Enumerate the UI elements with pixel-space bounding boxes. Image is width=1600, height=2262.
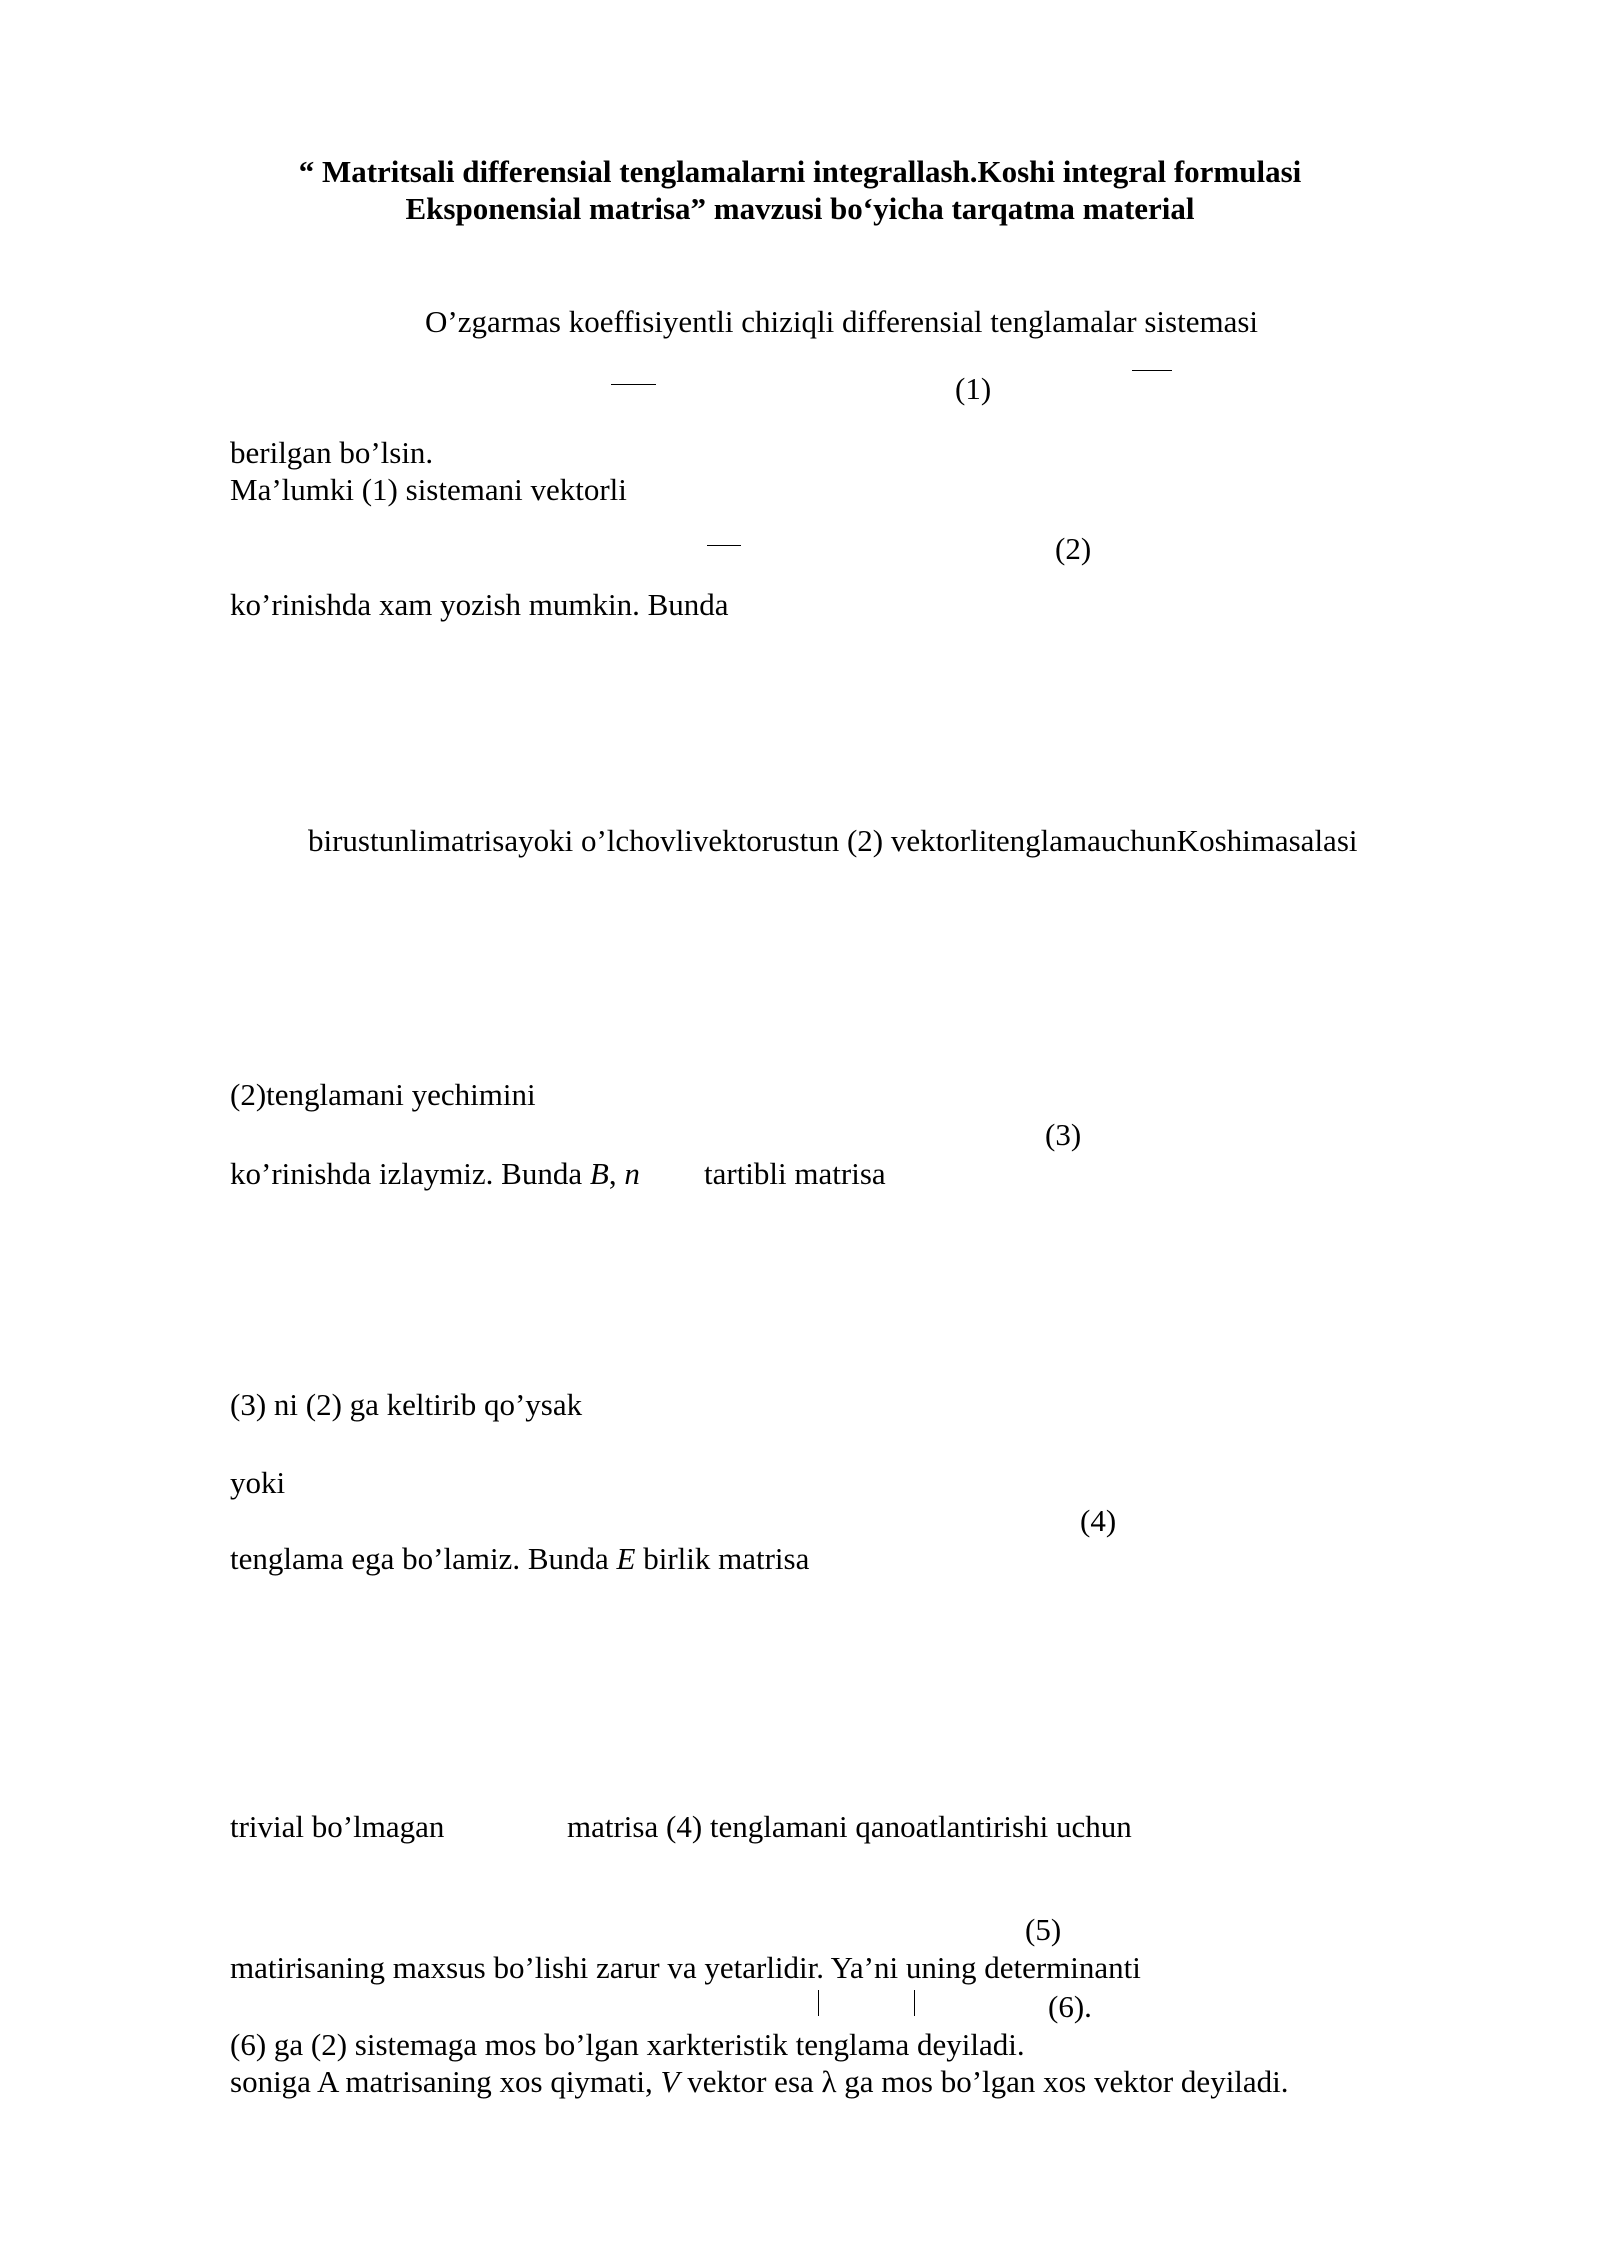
paragraph-search	[230, 1158, 640, 1189]
vector-symbol-V: V	[660, 2064, 680, 2099]
fraction-bar	[611, 384, 656, 385]
intro-text: O’zgarmas koeffisiyentli chiziqli differensial tenglamalar sistemasi	[425, 304, 1259, 339]
paragraph-or: yoki	[230, 1465, 286, 1500]
equation-label-5: (5)	[1025, 1912, 1062, 1947]
paragraph-substitute: (3) ni (2) ga keltirib qo’ysak	[230, 1387, 583, 1422]
equation-label-3: (3)	[1045, 1117, 1082, 1152]
paragraph-solution: (2)tenglamani yechimini	[230, 1077, 536, 1112]
equation-label-1: (1)	[955, 371, 992, 406]
equation-label-4: (4)	[1080, 1503, 1117, 1538]
search-text: ko’rinishda izlaymiz. Bunda	[230, 1156, 590, 1191]
fraction-bar	[707, 545, 741, 546]
paragraph-equation-get	[230, 1543, 809, 1574]
comma: ,	[608, 1156, 625, 1191]
paragraph-given: berilgan bo’lsin.	[230, 435, 434, 470]
document-title-line-1: “ Matritsali differensial tenglamalarni integrallash.Koshi integral formulasi	[298, 154, 1302, 189]
paragraph-search-suffix: tartibli matrisa	[704, 1156, 886, 1191]
determinant-bar-right	[914, 1990, 915, 2016]
equation-label-2: (2)	[1055, 531, 1092, 566]
matrix-symbol-B: B	[589, 1156, 609, 1191]
eigen-suffix: vektor esa λ ga mos bo’lgan xos vektor deyiladi.	[679, 2064, 1289, 2099]
fraction-bar	[1132, 370, 1172, 371]
paragraph-singular: matirisaning maxsus bo’lishi zarur va yetarlidir. Ya’ni uning determinanti	[230, 1950, 1141, 1985]
eigen-text: soniga A matrisaning xos qiymati,	[230, 2064, 661, 2099]
equation-get-text: tenglama ega bo’lamiz. Bunda	[230, 1541, 617, 1576]
determinant-bar-left	[818, 1990, 819, 2016]
order-symbol-n: n	[624, 1156, 640, 1191]
equation-get-suffix: birlik matrisa	[635, 1541, 810, 1576]
paragraph-eigen	[230, 2066, 1289, 2097]
paragraph-form-written: ko’rinishda xam yozish mumkin. Bunda	[230, 587, 729, 622]
paragraph-nontrivial-b: matrisa (4) tenglamani qanoatlantirishi uchun	[567, 1809, 1132, 1844]
identity-symbol-E: E	[616, 1541, 636, 1576]
equation-label-6: (6).	[1048, 1989, 1092, 2024]
paragraph-nontrivial-a: trivial bo’lmagan	[230, 1809, 445, 1844]
paragraph-known: Ma’lumki (1) sistemani vektorli	[230, 472, 627, 507]
document-title-line-2: Eksponensial matrisa” mavzusi bo‘yicha tarqatma material	[405, 191, 1195, 226]
paragraph-characteristic: (6) ga (2) sistemaga mos bo’lgan xarkteristik tenglama deyiladi.	[230, 2027, 1025, 2062]
paragraph-vector-column: birustunlimatrisayoki o’lchovlivektorustun (2) vektorlitenglamauchunKoshimasalasi	[308, 823, 1358, 858]
